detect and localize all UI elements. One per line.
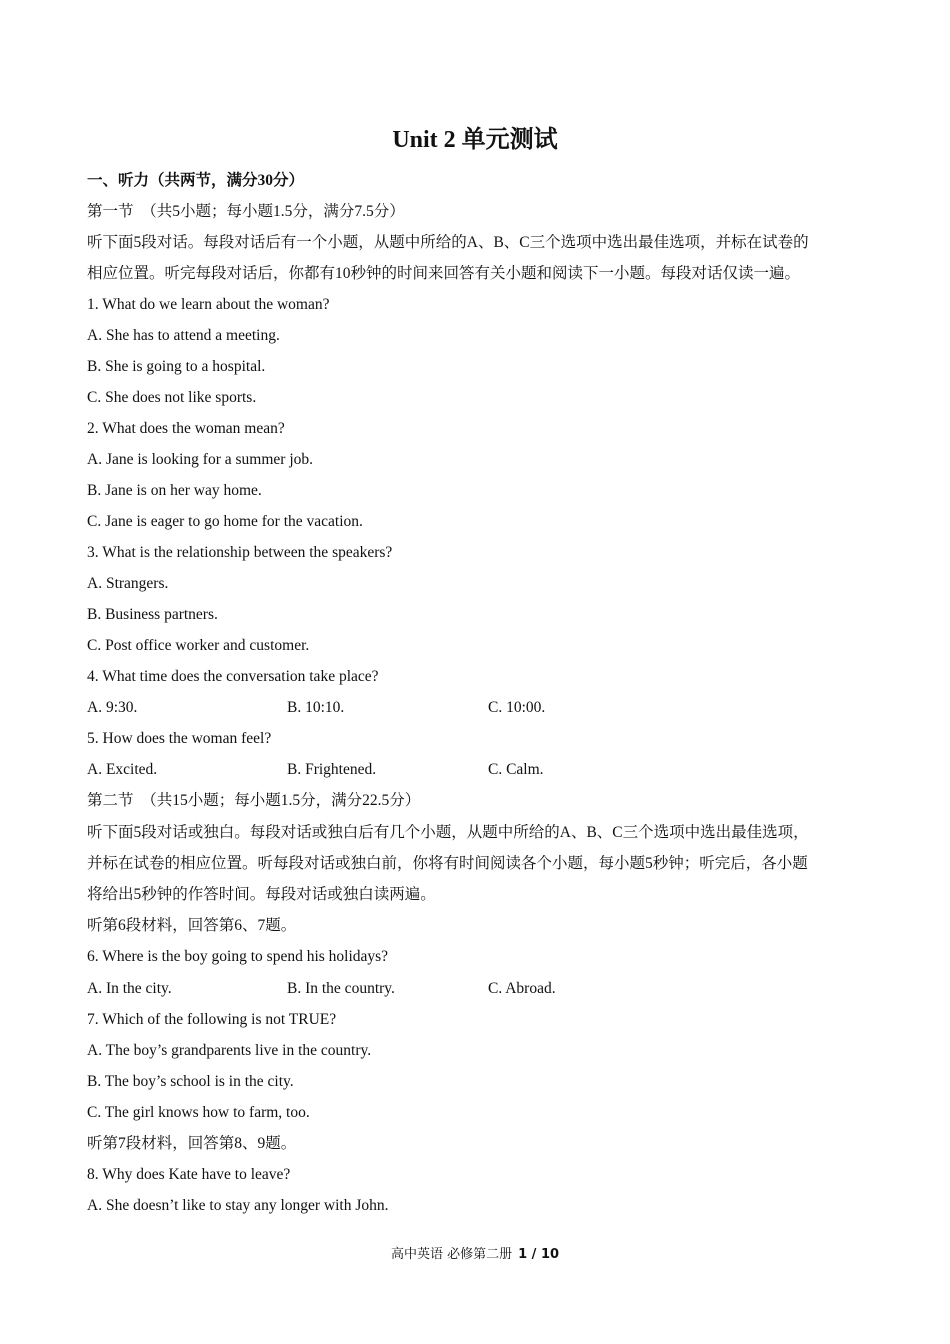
question-stem-4: 4. What time does the conversation take place?: [87, 668, 379, 685]
option-c: C. The girl knows how to farm, too.: [87, 1104, 310, 1121]
option-a: A. Excited.: [87, 761, 158, 778]
option-a: A. She doesn’t like to stay any longer with John.: [87, 1197, 389, 1214]
page-number: 1 / 10: [518, 1247, 560, 1262]
part-heading-listening: 一、听力（共两节，满分30分）: [87, 172, 305, 189]
option-a: A. In the city.: [87, 980, 172, 997]
option-b: B. She is going to a hospital.: [87, 358, 266, 375]
option-a: A. 9:30.: [87, 699, 138, 716]
question-stem-6: 6. Where is the boy going to spend his holidays?: [87, 948, 389, 965]
instruction-line: 将给出5秒钟的作答时间。每段对话或独白读两遍。: [87, 886, 436, 903]
question-stem-8: 8. Why does Kate have to leave?: [87, 1166, 291, 1183]
option-c: C. Jane is eager to go home for the vacation.: [87, 513, 363, 530]
option-c: C. Calm.: [488, 761, 544, 778]
section-heading-1: 第一节 （共5小题；每小题1.5分，满分7.5分）: [87, 203, 405, 220]
option-b: B. Jane is on her way home.: [87, 482, 262, 499]
instruction-line: 听下面5段对话或独白。每段对话或独白后有几个小题，从题中所给的A、B、C三个选项中选出最佳选项，: [87, 824, 809, 841]
option-a: A. Jane is looking for a summer job.: [87, 451, 314, 468]
option-c: C. Abroad.: [488, 980, 556, 997]
page-footer: [0, 1245, 950, 1265]
option-c: C. 10:00.: [488, 699, 546, 716]
question-stem-3: 3. What is the relationship between the speakers?: [87, 544, 393, 561]
question-stem-5: 5. How does the woman feel?: [87, 730, 272, 747]
instruction-line: 相应位置。听完每段对话后，你都有10秒钟的时间来回答有关小题和阅读下一小题。每段对话仅读一遍。: [87, 265, 801, 282]
option-c: C. Post office worker and customer.: [87, 637, 310, 654]
option-a: A. She has to attend a meeting.: [87, 327, 280, 344]
section-heading-2: 第二节 （共15小题；每小题1.5分，满分22.5分）: [87, 792, 421, 809]
option-c: C. She does not like sports.: [87, 389, 257, 406]
instruction-line: 并标在试卷的相应位置。听每段对话或独白前，你将有时间阅读各个小题，每小题5秒钟；听完后，各小题: [87, 855, 808, 872]
material-note-7: 听第7段材料，回答第8、9题。: [87, 1135, 297, 1152]
question-stem-2: 2. What does the woman mean?: [87, 420, 285, 437]
material-note-6: 听第6段材料，回答第6、7题。: [87, 917, 297, 934]
instruction-line: 听下面5段对话。每段对话后有一个小题，从题中所给的A、B、C三个选项中选出最佳选项，并标在试卷的: [87, 234, 809, 251]
question-stem-1: 1. What do we learn about the woman?: [87, 296, 330, 313]
option-b: B. In the country.: [287, 980, 395, 997]
option-b: B. Business partners.: [87, 606, 218, 623]
option-b: B. The boy’s school is in the city.: [87, 1073, 294, 1090]
option-b: B. 10:10.: [287, 699, 345, 716]
question-stem-7: 7. Which of the following is not TRUE?: [87, 1011, 337, 1028]
option-a: A. The boy’s grandparents live in the country.: [87, 1042, 372, 1059]
option-a: A. Strangers.: [87, 575, 169, 592]
footer-book-title: 高中英语 必修第二册: [390, 1247, 513, 1262]
page-title: Unit 2 单元测试: [392, 127, 558, 153]
option-b: B. Frightened.: [287, 761, 377, 778]
